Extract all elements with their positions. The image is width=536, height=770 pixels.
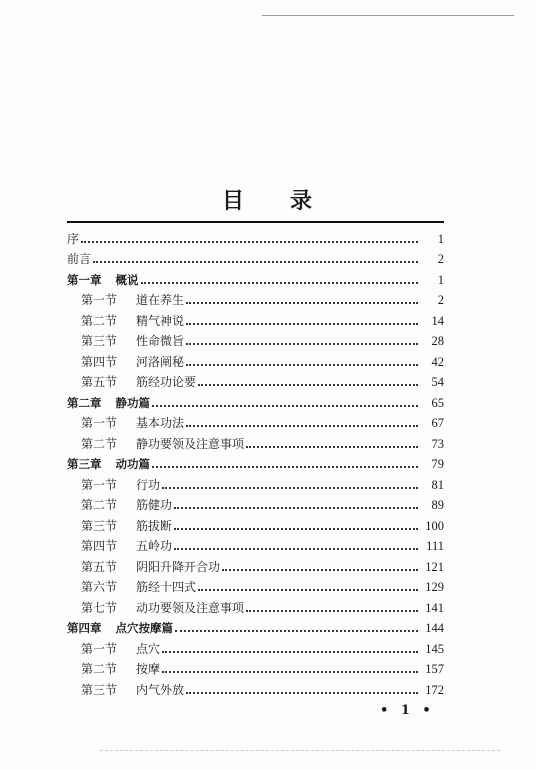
toc-section-row[interactable]	[67, 328, 444, 349]
toc-number: 第二章	[67, 395, 102, 410]
toc-number: 第三节	[81, 682, 118, 697]
dot-leader	[186, 323, 418, 325]
toc-number: 第二节	[81, 436, 118, 451]
toc-chapter-row[interactable]	[67, 451, 444, 472]
toc-label: 筋健功	[136, 498, 173, 512]
toc-label: 静功要领及注意事项	[136, 436, 245, 451]
toc-page-number: 144	[425, 621, 444, 635]
toc-label: 动功篇	[115, 457, 150, 471]
toc-section-row[interactable]	[67, 656, 444, 677]
page-number: • 1 •	[380, 703, 435, 718]
toc-number: 第二节	[81, 662, 118, 676]
toc-label: 静功篇	[115, 395, 150, 410]
toc-number: 第三节	[81, 334, 118, 348]
toc-number: 第一节	[81, 477, 118, 492]
toc-page-number: 141	[425, 600, 444, 615]
toc-label: 内气外放	[136, 682, 185, 697]
toc-page-number: 121	[425, 559, 444, 574]
dot-leader	[186, 343, 418, 345]
toc-number: 第三章	[67, 457, 102, 471]
dot-leader	[198, 384, 418, 386]
dot-leader	[152, 466, 418, 468]
dot-leader	[186, 302, 418, 304]
toc-entry-row[interactable]	[67, 225, 444, 246]
toc-page-number: 54	[431, 375, 444, 389]
toc-section-row[interactable]	[67, 635, 444, 656]
toc-section-row[interactable]	[67, 430, 444, 451]
dot-leader	[222, 569, 418, 571]
toc-number: 第二节	[81, 498, 118, 512]
toc-number: 第一节	[81, 416, 118, 430]
toc-label: 精气神说	[136, 313, 185, 328]
toc-section-row[interactable]	[67, 533, 444, 554]
toc-chapter-row[interactable]	[67, 615, 444, 636]
toc-label: 按摩	[136, 662, 161, 676]
dot-leader	[162, 671, 418, 673]
toc-label: 道在养生	[136, 293, 185, 307]
toc-page-number: 172	[425, 682, 444, 697]
table-of-contents	[67, 225, 444, 697]
scan-edge	[100, 750, 500, 751]
toc-section-row[interactable]	[67, 512, 444, 533]
toc-number: 第二节	[81, 313, 118, 328]
toc-page-number: 111	[426, 539, 444, 553]
toc-section-row[interactable]	[67, 348, 444, 369]
toc-label: 筋经十四式	[136, 580, 197, 594]
toc-number: 第一节	[81, 641, 118, 656]
toc-number: 第七节	[81, 600, 118, 615]
toc-page-number: 65	[431, 395, 444, 410]
dot-leader	[152, 405, 418, 407]
title-rule	[67, 221, 444, 223]
toc-number: 第三节	[81, 518, 118, 533]
toc-page-number: 79	[431, 457, 444, 471]
toc-label: 行功	[136, 477, 161, 492]
dot-leader	[175, 630, 418, 632]
toc-page-number: 81	[431, 477, 444, 492]
toc-label: 筋拔断	[136, 518, 173, 533]
toc-section-row[interactable]	[67, 492, 444, 513]
toc-section-row[interactable]	[67, 574, 444, 595]
dot-leader	[246, 446, 418, 448]
toc-label: 前言	[67, 252, 92, 266]
toc-label: 筋经功论要	[136, 375, 197, 389]
toc-label: 阴阳升降开合功	[136, 559, 221, 574]
toc-label: 概说	[115, 272, 139, 287]
toc-number: 第四节	[81, 354, 118, 369]
toc-page-number: 2	[437, 252, 444, 266]
title-char-2: 录	[290, 188, 315, 214]
toc-number: 第四节	[81, 539, 118, 553]
toc-page-number: 2	[437, 293, 444, 307]
header-rule	[262, 15, 514, 16]
toc-label: 动功要领及注意事项	[136, 600, 245, 615]
dot-leader	[162, 487, 418, 489]
toc-page-number: 42	[431, 354, 444, 369]
toc-label: 五岭功	[136, 539, 173, 553]
toc-number: 第五节	[81, 375, 118, 389]
toc-label: 基本功法	[136, 416, 185, 430]
toc-number: 第四章	[67, 621, 102, 635]
page-title	[0, 184, 536, 215]
dot-leader	[141, 282, 419, 284]
toc-page-number: 1	[437, 272, 444, 287]
toc-page-number: 100	[425, 518, 444, 533]
toc-page-number: 145	[425, 641, 444, 656]
toc-section-row[interactable]	[67, 676, 444, 697]
toc-label: 性命微旨	[136, 334, 185, 348]
dot-leader	[186, 364, 418, 366]
toc-label: 河洛阐秘	[136, 354, 185, 369]
toc-page-number: 157	[425, 662, 444, 676]
dot-leader	[162, 651, 418, 653]
dot-leader	[186, 425, 418, 427]
toc-page-number: 14	[431, 313, 444, 328]
dot-leader	[174, 528, 418, 530]
toc-page-number: 73	[431, 436, 444, 451]
toc-section-row[interactable]	[67, 287, 444, 308]
toc-label: 点穴	[136, 641, 161, 656]
toc-section-row[interactable]	[67, 369, 444, 390]
dot-leader	[246, 610, 418, 612]
toc-entry-row[interactable]	[67, 246, 444, 267]
dot-leader	[81, 241, 418, 243]
toc-section-row[interactable]	[67, 594, 444, 615]
toc-page-number: 67	[431, 416, 444, 430]
toc-page-number: 89	[431, 498, 444, 512]
toc-number: 第五节	[81, 559, 118, 574]
dot-leader	[174, 548, 418, 550]
dot-leader	[93, 261, 418, 263]
toc-section-row[interactable]	[67, 471, 444, 492]
toc-page-number: 1	[437, 231, 444, 246]
toc-chapter-row[interactable]	[67, 266, 444, 287]
dot-leader	[198, 589, 418, 591]
title-char-1: 目	[221, 188, 246, 214]
toc-section-row[interactable]	[67, 307, 444, 328]
toc-label: 点穴按摩篇	[115, 621, 173, 635]
toc-page-number: 129	[425, 580, 444, 594]
toc-number: 第六节	[81, 580, 118, 594]
dot-leader	[186, 692, 418, 694]
toc-chapter-row[interactable]	[67, 389, 444, 410]
toc-section-row[interactable]	[67, 410, 444, 431]
dot-leader	[174, 507, 418, 509]
toc-page-number: 28	[431, 334, 444, 348]
toc-number: 第一章	[67, 272, 102, 287]
toc-number: 第一节	[81, 293, 118, 307]
toc-section-row[interactable]	[67, 553, 444, 574]
toc-label: 序	[67, 231, 80, 246]
